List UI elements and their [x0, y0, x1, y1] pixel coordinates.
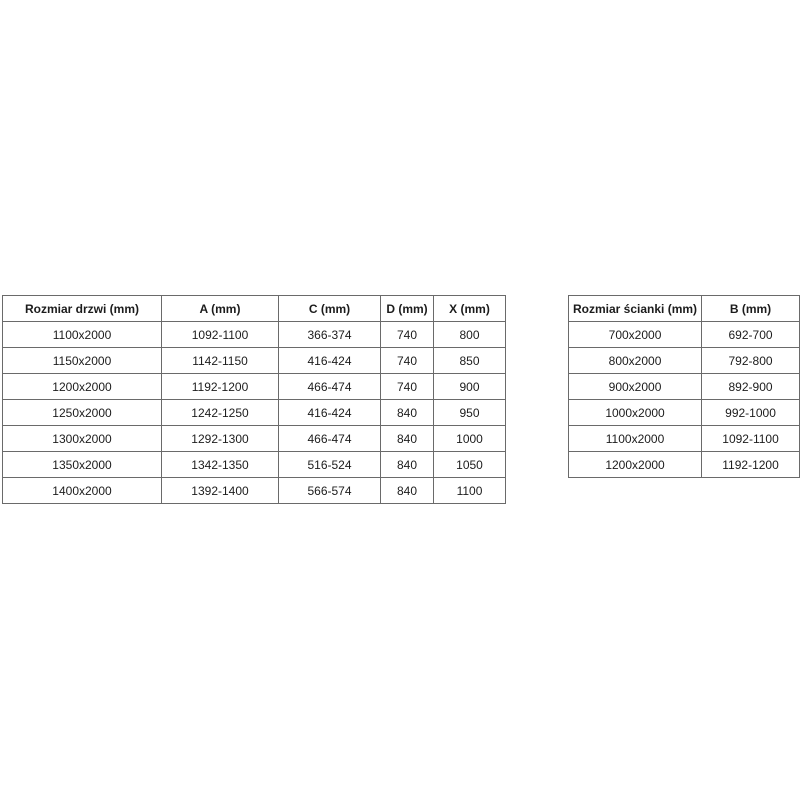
table-header-cell: B (mm) [702, 296, 800, 322]
table-row [3, 400, 506, 426]
table-cell: 1092-1100 [162, 322, 279, 348]
table-cell: 840 [381, 452, 434, 478]
table-cell: 740 [381, 322, 434, 348]
table-header-cell: D (mm) [381, 296, 434, 322]
table-cell: 1050 [434, 452, 506, 478]
table-cell: 1092-1100 [702, 426, 800, 452]
table-cell: 850 [434, 348, 506, 374]
table-cell: 1350x2000 [3, 452, 162, 478]
table-header-cell: Rozmiar ścianki (mm) [569, 296, 702, 322]
table-header-row [569, 296, 800, 322]
table-cell: 840 [381, 426, 434, 452]
table-row [3, 426, 506, 452]
table-cell: 1100x2000 [3, 322, 162, 348]
table-cell: 1192-1200 [162, 374, 279, 400]
door-sizes-table [2, 295, 506, 504]
table-cell: 840 [381, 478, 434, 504]
table-cell: 1000 [434, 426, 506, 452]
table-cell: 1392-1400 [162, 478, 279, 504]
table-cell: 1142-1150 [162, 348, 279, 374]
door-sizes-table-container [2, 295, 506, 504]
table-header-cell: A (mm) [162, 296, 279, 322]
table-cell: 1100 [434, 478, 506, 504]
table-cell: 792-800 [702, 348, 800, 374]
table-cell: 1400x2000 [3, 478, 162, 504]
table-cell: 1342-1350 [162, 452, 279, 478]
table-cell: 1192-1200 [702, 452, 800, 478]
table-cell: 1200x2000 [569, 452, 702, 478]
table-row [569, 452, 800, 478]
table-header-cell: Rozmiar drzwi (mm) [3, 296, 162, 322]
table-row [3, 348, 506, 374]
table-row [3, 374, 506, 400]
table-row [569, 426, 800, 452]
table-cell: 892-900 [702, 374, 800, 400]
table-row [569, 322, 800, 348]
table-cell: 416-424 [279, 400, 381, 426]
table-row [3, 478, 506, 504]
table-cell: 740 [381, 348, 434, 374]
table-cell: 950 [434, 400, 506, 426]
table-header-cell: C (mm) [279, 296, 381, 322]
table-cell: 566-574 [279, 478, 381, 504]
table-cell: 992-1000 [702, 400, 800, 426]
table-row [3, 322, 506, 348]
table-header-row [3, 296, 506, 322]
table-cell: 1150x2000 [3, 348, 162, 374]
table-cell: 1000x2000 [569, 400, 702, 426]
table-cell: 800x2000 [569, 348, 702, 374]
table-cell: 1292-1300 [162, 426, 279, 452]
table-row [569, 400, 800, 426]
table-cell: 800 [434, 322, 506, 348]
wall-sizes-table [568, 295, 800, 478]
table-cell: 466-474 [279, 374, 381, 400]
table-cell: 900 [434, 374, 506, 400]
table-cell: 1242-1250 [162, 400, 279, 426]
table-cell: 366-374 [279, 322, 381, 348]
wall-sizes-table-container [568, 295, 800, 478]
table-cell: 466-474 [279, 426, 381, 452]
table-cell: 1200x2000 [3, 374, 162, 400]
table-cell: 740 [381, 374, 434, 400]
table-row [569, 348, 800, 374]
table-cell: 1300x2000 [3, 426, 162, 452]
table-cell: 692-700 [702, 322, 800, 348]
table-cell: 900x2000 [569, 374, 702, 400]
table-cell: 416-424 [279, 348, 381, 374]
table-row [3, 452, 506, 478]
table-cell: 1250x2000 [3, 400, 162, 426]
table-cell: 1100x2000 [569, 426, 702, 452]
table-cell: 840 [381, 400, 434, 426]
table-row [569, 374, 800, 400]
table-cell: 516-524 [279, 452, 381, 478]
table-header-cell: X (mm) [434, 296, 506, 322]
table-cell: 700x2000 [569, 322, 702, 348]
